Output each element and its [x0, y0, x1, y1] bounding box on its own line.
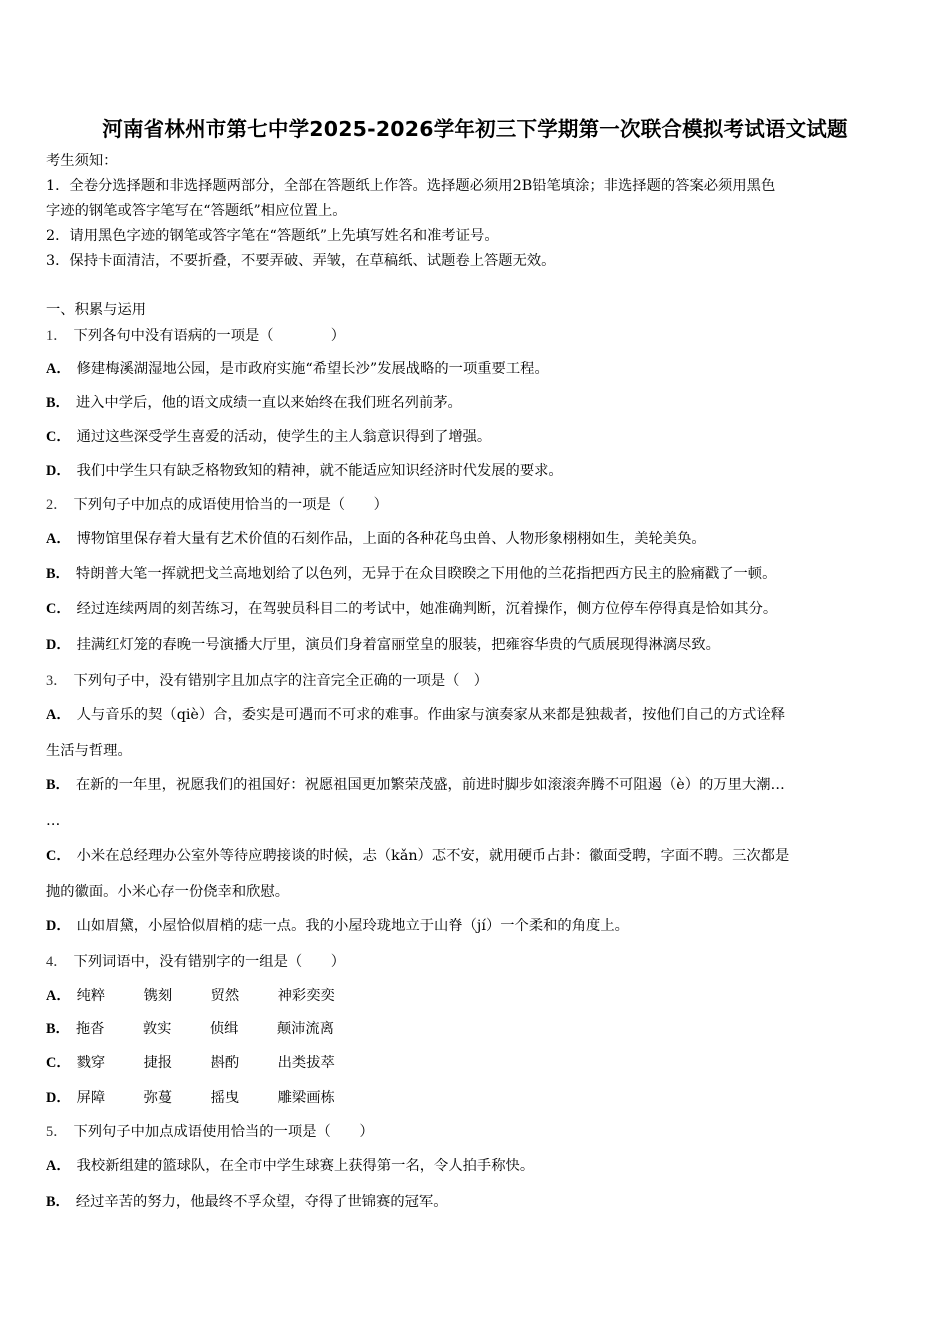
- option-text: 小米在总经理办公室外等待应聘接谈的时候，忐（kǎn）忑不安，就用硬币占卦：徽面受聘，字面不聘。三次都是: [76, 848, 790, 864]
- notice-heading: 考生须知：: [46, 153, 118, 169]
- word: 弥蔓: [143, 1090, 173, 1106]
- option-text: 经过辛苦的努力，他最终不孚众望，夺得了世锦赛的冠军。: [75, 1194, 448, 1210]
- option-label: D．: [46, 1090, 71, 1106]
- option-text: 山如眉黛，小屋恰似眉梢的痣一点。我的小屋玲珑地立于山脊（jí）一个柔和的角度上。: [76, 918, 629, 934]
- option-text: 进入中学后，他的语文成绩一直以来始终在我们班名列前茅。: [75, 395, 462, 411]
- option-text: 特朗普大笔一挥就把戈兰高地划给了以色列，无异于在众目睽睽之下用他的兰花指把西方民主的脸痛戳了一顿。: [75, 566, 777, 582]
- question-text: 下列词语中，没有错别字的一组是（ ）: [73, 954, 346, 970]
- q1-option-a: [46, 358, 910, 380]
- q5-option-b: [46, 1191, 910, 1213]
- question-number: 3．: [46, 673, 68, 689]
- notice-item-2: 2．请用黑色字迹的钢笔或答字笔在“答题纸”上先填写姓名和准考证号。: [46, 228, 499, 244]
- q2-option-a: [46, 528, 910, 550]
- question-number: 1．: [46, 328, 68, 344]
- notice-item-3: 3．保持卡面清洁，不要折叠，不要弄破、弄皱，在草稿纸、试题卷上答题无效。: [46, 253, 556, 269]
- question-number: 5．: [46, 1124, 68, 1140]
- q2-option-b: [46, 563, 910, 585]
- q1-option-c: [46, 426, 910, 448]
- q3-option-a-cont: 生活与哲理。: [46, 743, 132, 759]
- word: 贸然: [210, 988, 240, 1004]
- option-text: 修建梅溪湖湿地公园，是市政府实施“希望长沙”发展战略的一项重要工程。: [76, 361, 549, 377]
- q4-option-d: [46, 1087, 910, 1109]
- word: 侦缉: [209, 1021, 239, 1037]
- option-text: 通过这些深受学生喜爱的活动，使学生的主人翁意识得到了增强。: [76, 429, 492, 445]
- option-label: B．: [46, 1194, 70, 1210]
- option-text: 人与音乐的契（qiè）合，委实是可遇而不可求的难事。作曲家与演奏家从来都是独裁者，按他们自己的方式诠释: [76, 707, 786, 723]
- word: 拖沓: [75, 1021, 105, 1037]
- question-2-stem: [46, 494, 910, 516]
- option-label: A．: [46, 1158, 71, 1174]
- section-heading: 一、积累与运用: [46, 302, 147, 318]
- q1-option-d: [46, 460, 910, 482]
- word: 神彩奕奕: [277, 988, 335, 1004]
- q3-option-b-cont: …: [46, 813, 61, 829]
- word: 摇曳: [210, 1090, 240, 1106]
- question-text: 下列句子中加点的成语使用恰当的一项是（ ）: [73, 497, 388, 513]
- q3-option-d: [46, 915, 910, 937]
- option-text: 博物馆里保存着大量有艺术价值的石刻作品，上面的各种花鸟虫兽、人物形象栩栩如生，美轮美奂。: [76, 531, 706, 547]
- option-label: A．: [46, 531, 71, 547]
- question-text: 下列各句中没有语病的一项是（ ）: [73, 328, 346, 344]
- word: 捷报: [143, 1055, 173, 1071]
- question-1-stem: [46, 325, 910, 347]
- word: 纯粹: [76, 988, 106, 1004]
- option-label: C．: [46, 601, 71, 617]
- option-label: B．: [46, 395, 70, 411]
- q2-option-d: [46, 634, 910, 656]
- word: 颠沛流离: [276, 1021, 335, 1037]
- q2-option-c: [46, 598, 910, 620]
- option-label: A．: [46, 361, 71, 377]
- word: 屏障: [76, 1090, 106, 1106]
- option-label: C．: [46, 848, 71, 864]
- word: 镌刻: [143, 988, 173, 1004]
- option-label: D．: [46, 918, 71, 934]
- notice-item-1a: 1．全卷分选择题和非选择题两部分，全部在答题纸上作答。选择题必须用2B铅笔填涂；非选择题的答案必须用黑色: [46, 178, 776, 194]
- question-4-stem: [46, 951, 910, 973]
- question-number: 2．: [46, 497, 68, 513]
- notice-item-1b: 字迹的钢笔或答字笔写在“答题纸”相应位置上。: [46, 203, 347, 219]
- word: 雕梁画栋: [277, 1090, 335, 1106]
- question-number: 4．: [46, 954, 68, 970]
- option-label: A．: [46, 988, 71, 1004]
- q3-option-a: [46, 704, 910, 726]
- option-text: 经过连续两周的刻苦练习，在驾驶员科目二的考试中，她准确判断，沉着操作，侧方位停车停得真是恰如其分。: [76, 601, 778, 617]
- q4-option-c: [46, 1052, 910, 1074]
- q1-option-b: [46, 392, 910, 414]
- option-label: C．: [46, 1055, 71, 1071]
- option-label: D．: [46, 637, 71, 653]
- option-label: A．: [46, 707, 71, 723]
- question-3-stem: [46, 670, 910, 692]
- q5-option-a: [46, 1155, 910, 1177]
- question-text: 下列句子中，没有错别字且加点字的注音完全正确的一项是（ ）: [73, 673, 489, 689]
- option-label: B．: [46, 566, 70, 582]
- q3-option-b: [46, 774, 910, 796]
- page-title: 河南省林州市第七中学2025-2026学年初三下学期第一次联合模拟考试语文试题: [102, 117, 848, 141]
- word: 斟酌: [210, 1055, 240, 1071]
- word: 戮穿: [76, 1055, 106, 1071]
- option-text: 我校新组建的篮球队，在全市中学生球赛上获得第一名，令人拍手称快。: [76, 1158, 535, 1174]
- word: 出类拔萃: [277, 1055, 335, 1071]
- q3-option-c: [46, 845, 910, 867]
- q3-option-c-cont: 抛的徽面。小米心存一份侥幸和欣慰。: [46, 884, 290, 900]
- q4-option-b: [46, 1018, 910, 1040]
- question-text: 下列句子中加点成语使用恰当的一项是（ ）: [73, 1124, 374, 1140]
- option-label: D．: [46, 463, 71, 479]
- option-text: 在新的一年里，祝愿我们的祖国好：祝愿祖国更加繁荣茂盛，前进时脚步如滚滚奔腾不可阻遏（è）的万里大潮…: [75, 777, 785, 793]
- option-label: B．: [46, 777, 70, 793]
- q4-option-a: [46, 985, 910, 1007]
- option-text: 我们中学生只有缺乏格物致知的精神，就不能适应知识经济时代发展的要求。: [76, 463, 563, 479]
- question-5-stem: [46, 1121, 910, 1143]
- option-text: 挂满红灯笼的春晚一号演播大厅里，演员们身着富丽堂皇的服装，把雍容华贵的气质展现得淋漓尽致。: [76, 637, 720, 653]
- option-label: C．: [46, 429, 71, 445]
- option-label: B．: [46, 1021, 70, 1037]
- word: 敦实: [142, 1021, 172, 1037]
